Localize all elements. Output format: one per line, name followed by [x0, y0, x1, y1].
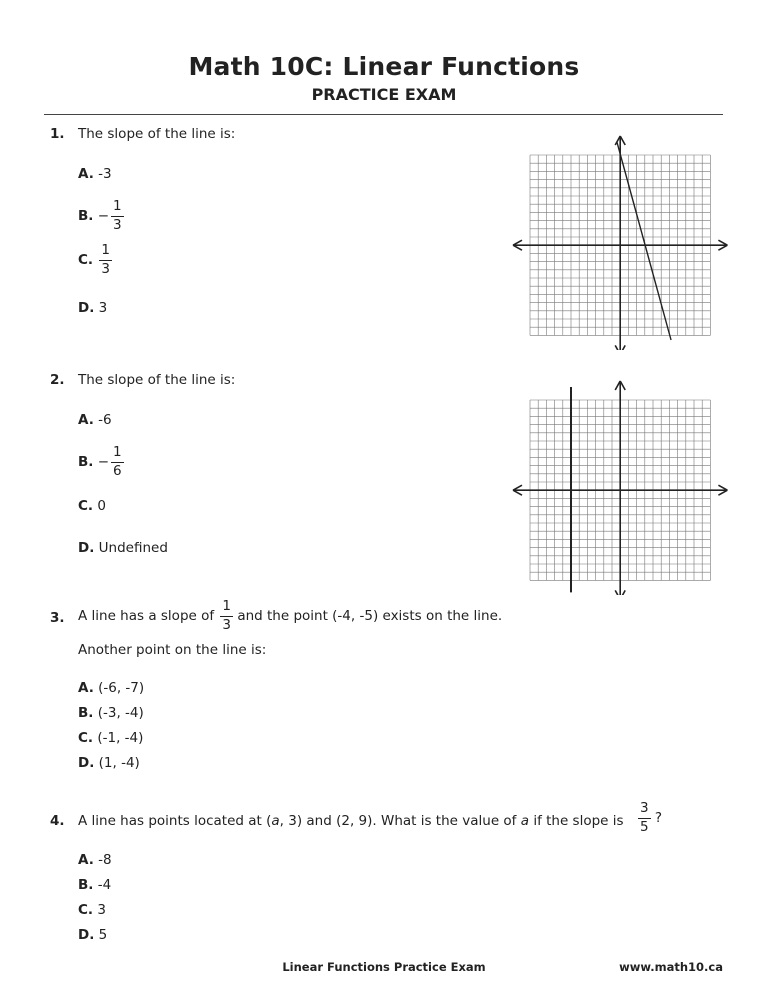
q4-text-part: , 3) and (2, 9). What is the value of	[279, 813, 517, 829]
question-2-option-d	[78, 540, 168, 556]
question-3-number: 3.	[50, 610, 65, 626]
fraction-numerator: 1	[111, 446, 124, 463]
question-4-text	[78, 813, 624, 829]
option-value: 3	[98, 300, 108, 316]
fraction-denominator: 6	[113, 462, 122, 479]
option-value: -4	[97, 877, 112, 893]
option-value: (-1, -4)	[97, 730, 144, 746]
option-value: 3	[97, 902, 106, 918]
question-3-text-2: Another point on the line is:	[78, 642, 267, 658]
question-1-graph	[505, 130, 735, 350]
question-4-option-d	[78, 927, 107, 943]
question-1-text: The slope of the line is:	[78, 126, 236, 142]
option-letter: B.	[78, 877, 94, 893]
fraction	[99, 244, 112, 276]
footer-title: Linear Functions Practice Exam	[282, 960, 486, 974]
option-letter: D.	[78, 755, 95, 771]
minus-sign: −	[97, 208, 110, 224]
option-letter: A.	[78, 166, 94, 182]
question-1-option-c	[78, 244, 112, 276]
question-2-option-c	[78, 498, 106, 514]
question-2-option-a	[78, 412, 112, 428]
option-letter: B.	[78, 454, 94, 470]
question-1-number: 1.	[50, 126, 65, 142]
option-letter: C.	[78, 902, 94, 918]
option-value: Undefined	[98, 540, 168, 556]
option-value: (1, -4)	[98, 755, 140, 771]
fraction-numerator: 3	[638, 802, 651, 819]
question-3-option-a	[78, 680, 144, 696]
option-value: 0	[97, 498, 106, 514]
option-value: -6	[98, 412, 112, 428]
page-title: Math 10C: Linear Functions	[188, 52, 580, 81]
question-3-option-d	[78, 755, 140, 771]
option-letter: C.	[78, 252, 94, 268]
option-letter: A.	[78, 680, 94, 696]
option-letter: B.	[78, 208, 94, 224]
q4-text-part: if the slope is	[533, 813, 624, 829]
question-4-option-c	[78, 902, 106, 918]
question-4-slope	[636, 802, 662, 834]
fraction-denominator: 5	[640, 818, 649, 835]
fraction	[111, 200, 124, 232]
question-2-number: 2.	[50, 372, 65, 388]
option-value: -8	[98, 852, 112, 868]
question-1-option-d	[78, 300, 107, 316]
option-letter: A.	[78, 412, 94, 428]
fraction-denominator: 3	[113, 216, 122, 233]
option-value: -3	[98, 166, 112, 182]
option-value: (-3, -4)	[97, 705, 144, 721]
question-4-option-a	[78, 852, 112, 868]
question-3-option-b	[78, 705, 144, 721]
question-1-option-a	[78, 166, 112, 182]
question-2-option-b	[78, 446, 124, 478]
fraction	[220, 600, 233, 632]
fraction-denominator: 3	[101, 260, 110, 277]
question-4-number: 4.	[50, 813, 65, 829]
option-letter: A.	[78, 852, 94, 868]
fraction	[111, 446, 124, 478]
option-letter: D.	[78, 927, 95, 943]
page-subtitle: PRACTICE EXAM	[311, 85, 457, 104]
q4-text-part: A line has points located at (	[78, 813, 272, 829]
option-letter: C.	[78, 498, 94, 514]
question-mark: ?	[654, 810, 663, 826]
option-value: 5	[98, 927, 108, 943]
option-letter: C.	[78, 730, 94, 746]
variable-a: a	[271, 813, 280, 829]
option-value: (-6, -7)	[98, 680, 145, 696]
question-3-option-c	[78, 730, 143, 746]
fraction	[638, 802, 651, 834]
question-1-option-b	[78, 200, 124, 232]
question-4-option-b	[78, 877, 111, 893]
q3-text-part: A line has a slope of	[78, 608, 215, 624]
option-letter: B.	[78, 705, 94, 721]
minus-sign: −	[97, 454, 110, 470]
fraction-numerator: 1	[220, 600, 233, 617]
question-2-graph	[505, 375, 735, 595]
option-letter: D.	[78, 300, 95, 316]
header-divider	[44, 114, 723, 115]
fraction-numerator: 1	[111, 200, 124, 217]
question-3-text	[78, 600, 502, 632]
question-2-text: The slope of the line is:	[78, 372, 236, 388]
q3-text-part: and the point (-4, -5) exists on the line.	[237, 608, 503, 624]
footer-url: www.math10.ca	[619, 960, 723, 974]
fraction-denominator: 3	[222, 616, 232, 633]
fraction-numerator: 1	[99, 244, 112, 261]
option-letter: D.	[78, 540, 95, 556]
variable-a: a	[520, 813, 530, 829]
